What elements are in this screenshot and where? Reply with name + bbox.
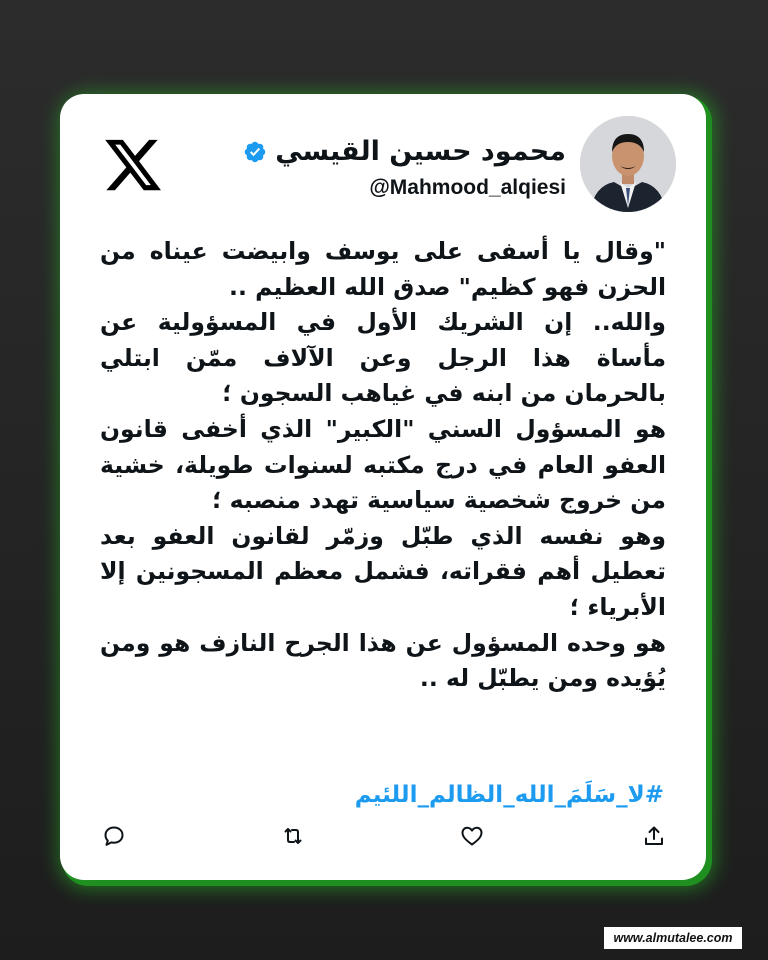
reply-icon[interactable] <box>102 824 126 848</box>
watermark: www.almutalee.com <box>604 927 742 949</box>
post-paragraph: وهو نفسه الذي طبّل وزمّر لقانون العفو بعد تعطيل أهم فقراته، فشمل معظم المسجونين إلا الأبرياء ؛ <box>100 521 666 621</box>
verified-badge-icon <box>243 140 267 164</box>
repost-icon[interactable] <box>281 824 305 848</box>
post-paragraph: والله.. إن الشريك الأول في المسؤولية عن مأساة هذا الرجل وعن الآلاف ممّن ابتلي بالحرمان من ابنه في غياهب السجون ؛ <box>100 308 666 408</box>
post-card <box>60 94 706 880</box>
author-name[interactable]: محمود حسين القيسي <box>275 136 566 167</box>
avatar-image <box>580 116 676 212</box>
hashtag-link[interactable]: #لا_سَلَمَ_الله_الظالم_اللئيم <box>354 782 664 808</box>
avatar[interactable] <box>580 116 676 212</box>
x-logo-icon[interactable] <box>102 134 164 196</box>
action-bar <box>102 824 666 850</box>
share-icon[interactable] <box>642 824 666 848</box>
author-handle[interactable]: @Mahmood_alqiesi <box>369 176 566 199</box>
post-paragraph: "وقال يا أسفى على يوسف وابيضت عيناه من الحزن فهو كظيم" صدق الله العظيم .. <box>100 237 666 301</box>
post-paragraph: هو المسؤول السني "الكبير" الذي أخفى قانون العفو العام في درج مكتبه لسنوات طويلة، خشية من خروج شخصية سياسية تهدد منصبه ؛ <box>100 414 666 515</box>
post-paragraph: هو وحده المسؤول عن هذا الجرح النازف هو ومن يُؤيده ومن يطبّل له .. <box>100 628 666 693</box>
author-name-row <box>243 136 566 167</box>
post-body <box>100 234 666 697</box>
heart-icon[interactable] <box>460 824 484 848</box>
